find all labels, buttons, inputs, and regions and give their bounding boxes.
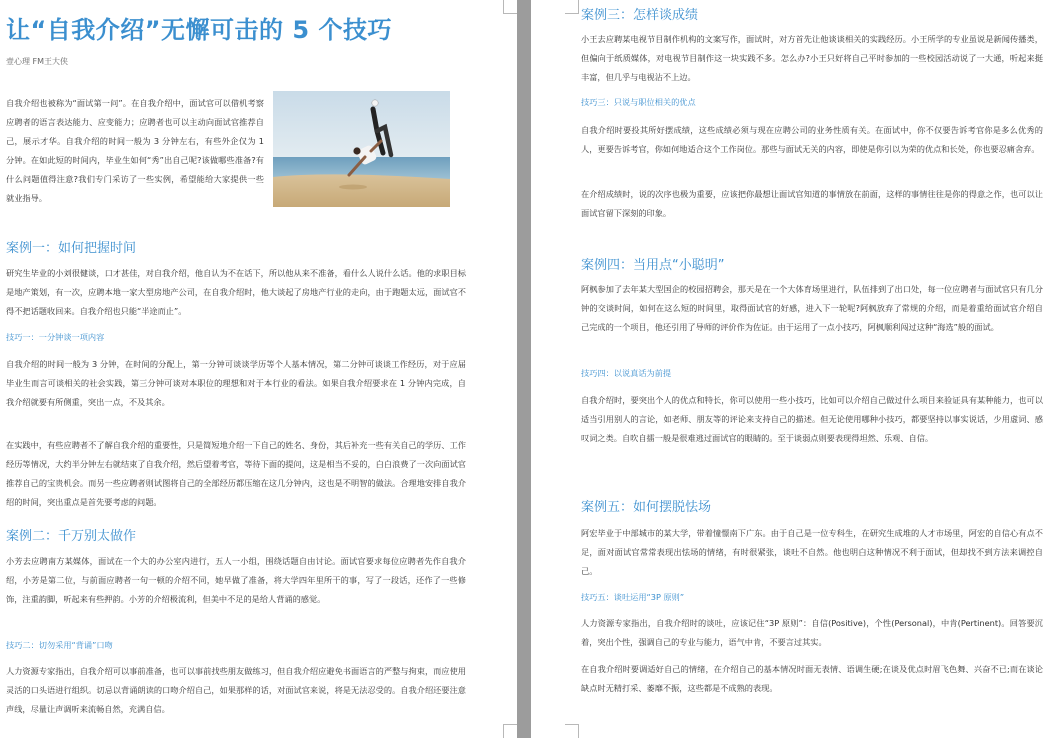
tip-one-paragraph-2: 在实践中，有些应聘者不了解自我介绍的重要性，只是简短地介绍一下自己的姓名、身份，其后补充一些有关自己的学历、工作经历等情况，大约半分钟左右就结束了自我介绍，然后望着考官，等待下面的提问，这是相当不妥的，白白浪费了一次向面试官推荐自己的宝贵机会。而另一些应聘者则试图将自己的全部经历都压缩在这几分钟内，这也是不明智的做法。合理地安排自我介绍的时间，突出重点是首先要考虑的问题。 bbox=[6, 440, 466, 507]
page-gutter bbox=[517, 0, 531, 738]
tip-two-heading: 技巧二：切勿采用“背诵”口吻 bbox=[6, 640, 113, 650]
case-two-paragraph: 小芳去应聘南方某媒体，面试在一个大的办公室内进行，五人一小组，围绕话题自由讨论。面试官要求每位应聘者先作自我介绍，小芳是第二位，与前面应聘者一句一顿的介绍不同，她早做了准备，将大学四年里所干的事，写了一段话，还作了一些修饰，注重韵脚，听起来有些押韵。小芳的介绍极流利，但美中不足的是给人背诵的感觉。 bbox=[6, 556, 466, 604]
document-title: 让“自我介绍”无懈可击的 5 个技巧 bbox=[6, 16, 392, 44]
crop-mark bbox=[503, 724, 517, 738]
tip-five-heading: 技巧五：谈吐运用“3P 原则” bbox=[581, 592, 685, 602]
tip-four-heading: 技巧四：以说真话为前提 bbox=[581, 368, 672, 378]
tip-three-heading: 技巧三：只说与职位相关的优点 bbox=[581, 97, 696, 107]
tip-one-heading: 技巧一：一分钟谈一项内容 bbox=[6, 332, 105, 342]
case-three-heading: 案例三：怎样谈成绩 bbox=[581, 8, 699, 23]
intro-paragraph: 自我介绍也被称为“面试第一问”。在自我介绍中，面试官可以借机考察应聘者的语言表达能力、应变能力；应聘者也可以主动向面试官推荐自己，展示才华。自我介绍的时间一般为 3 分钟左右，有些外企仅为 1 分钟。在如此短的时间内，毕业生如何“秀”出自己呢?该做哪些准备?有什么问题值得注意?我们专门采访了一些实例，希望能给大家提供一些就业指导。 bbox=[6, 98, 264, 203]
crop-mark bbox=[503, 0, 517, 14]
case-four-paragraph: 阿枫参加了去年某大型国企的校园招聘会，那天是在一个大体育场里进行，队伍排到了出口处，每一位应聘者与面试官只有几分钟的交谈时间，如何在这么短的时间里，取得面试官的好感，进入下一轮呢?阿枫放弃了常规的介绍，而是着重给面试官介绍自己完成的一个项目，他还引用了导师的评价作为佐证。由于运用了一点小技巧，阿枫顺利闯过这种“海选”般的面试。 bbox=[581, 284, 1043, 332]
case-one-paragraph: 研究生毕业的小刘很健谈，口才甚佳，对自我介绍，他自认为不在话下，所以他从来不准备，看什么人说什么话。他的求职目标是地产策划，有一次，应聘本地一家大型房地产公司，在自我介绍时，他大谈起了房地产行业的走向，由于跑题太远，面试官不得不把话题收回来。自我介绍也只能“半途而止”。 bbox=[6, 268, 466, 316]
tip-three-paragraph: 自我介绍时要投其所好摆成绩，这些成绩必须与现在应聘公司的业务性质有关。在面试中，你不仅要告诉考官你是多么优秀的人，更要告诉考官，你如何地适合这个工作岗位。那些与面试无关的内容，即使是你引以为荣的优点和长处，你也要忍痛舍弃。 bbox=[581, 125, 1043, 154]
tip-five-paragraph-2: 在自我介绍时要调适好自己的情绪，在介绍自己的基本情况时面无表情、语调生硬;在谈及优点时眉飞色舞、兴奋不已;而在谈论缺点时无精打采、萎靡不振，这些都是不成熟的表现。 bbox=[581, 664, 1043, 693]
tip-four-paragraph: 自我介绍时，要突出个人的优点和特长，你可以使用一些小技巧，比如可以介绍自己做过什么项目来验证具有某种能力，也可以适当引用别人的言论，如老师、朋友等的评论来支持自己的描述。但无论使用哪种小技巧，都要坚持以事实说话，少用虚词、感叹词之类。自吹自擂一般是很难逃过面试官的眼睛的。至于谈弱点则要表现得坦然、乐观、自信。 bbox=[581, 395, 1043, 443]
case-one-heading: 案例一：如何把握时间 bbox=[6, 241, 137, 256]
document-page-right bbox=[531, 0, 1056, 738]
tip-one-paragraph: 自我介绍的时间一般为 3 分钟，在时间的分配上，第一分钟可谈谈学历等个人基本情况，第二分钟可谈谈工作经历，对于应届毕业生而言可谈相关的社会实践，第三分钟可谈对本职位的理想和对于本行业的看法。如果自我介绍要求在 1 分钟内完成，自我介绍就要有所侧重，突出一点，不及其余。 bbox=[6, 359, 466, 407]
case-four-heading: 案例四：当用点“小聪明” bbox=[581, 258, 725, 273]
article-photo bbox=[273, 91, 450, 207]
case-three-paragraph: 小王去应聘某电视节目制作机构的文案写作，面试时，对方首先让他谈谈相关的实践经历。小王所学的专业虽说是新闻传播类，但偏向于纸质媒体，对电视节目制作这一块实践不多。怎么办?小王只好将自己平时参加的一些校园活动说了一大通，听起来挺丰富，但几乎与电视沾不上边。 bbox=[581, 34, 1043, 82]
document-page-left bbox=[0, 0, 517, 738]
tip-five-paragraph: 人力资源专家指出，自我介绍时的谈吐，应该记住“3P 原则”：自信(Positive)，个性(Personal)，中肯(Pertinent)。回答要沉着，突出个性，强调自己的专业与能力，语气中肯，不要言过其实。 bbox=[581, 618, 1043, 647]
case-five-heading: 案例五：如何摆脱怯场 bbox=[581, 500, 712, 515]
case-five-paragraph: 阿宏毕业于中部城市的某大学，带着憧憬南下广东。由于自己是一位专科生，在研究生成堆的人才市场里，阿宏的自信心有点不足，面对面试官常常表现出怯场的情绪，有时很紧张，谈吐不自然。他也明白这种情况不利于面试，但却找不到方法来调控自己。 bbox=[581, 528, 1043, 576]
tip-three-paragraph-2: 在介绍成绩时，说的次序也极为重要，应该把你最想让面试官知道的事情放在前面，这样的事情往往是你的得意之作，也可以让面试官留下深刻的印象。 bbox=[581, 189, 1043, 218]
document-byline: 壹心理 FM王大侠 bbox=[6, 57, 69, 66]
tip-two-paragraph: 人力资源专家指出，自我介绍可以事前准备，也可以事前找些朋友做练习，但自我介绍应避免书面语言的严整与拘束，而应使用灵活的口头语进行组织。切忌以背诵朗读的口吻介绍自己，如果那样的话，对面试官来说，将是无法忍受的。自我介绍还要注意声线，尽量让声调听来流畅自然，充满自信。 bbox=[6, 666, 466, 714]
case-two-heading: 案例二：千万别太做作 bbox=[6, 529, 137, 544]
crop-mark bbox=[565, 0, 579, 14]
crop-mark bbox=[565, 724, 579, 738]
beach-kick-photo bbox=[273, 91, 450, 207]
